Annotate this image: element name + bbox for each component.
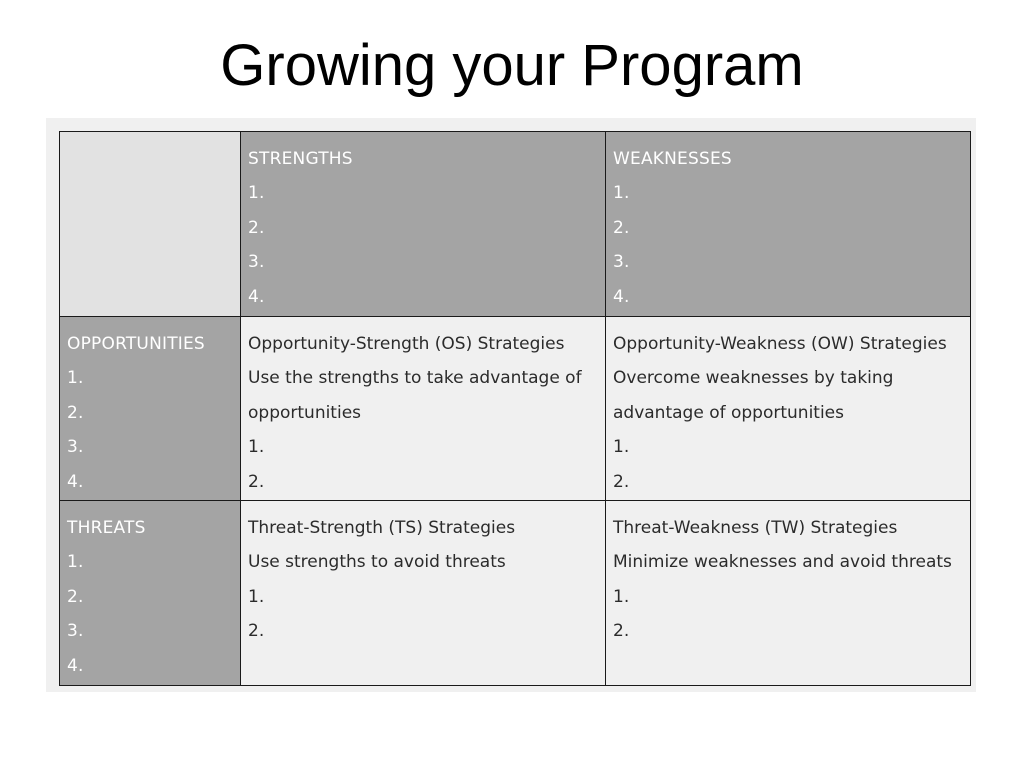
ts-item: 2. (248, 621, 265, 642)
ow-description: advantage of opportunities (613, 402, 845, 423)
weaknesses-item: 1. (613, 183, 630, 204)
tw-strategies-cell (606, 501, 971, 686)
tw-item: 2. (613, 621, 630, 642)
weaknesses-item: 4. (613, 286, 630, 307)
os-heading: Opportunity-Strength (OS) Strategies (248, 334, 565, 354)
table-row (60, 501, 971, 686)
table-row (60, 317, 971, 501)
os-description: Use the strengths to take advantage of (248, 368, 582, 389)
opportunities-item: 1. (67, 368, 84, 389)
opportunities-item: 2. (67, 402, 84, 423)
threats-item: 1. (67, 552, 84, 573)
ow-strategies-cell (606, 317, 971, 501)
tw-description: Minimize weaknesses and avoid threats (613, 552, 952, 573)
os-strategies-cell (241, 317, 606, 501)
swot-matrix (59, 131, 971, 686)
threats-item: 4. (67, 655, 84, 676)
opportunities-item: 4. (67, 471, 84, 492)
strengths-cell (241, 132, 606, 317)
weaknesses-heading: WEAKNESSES (613, 149, 732, 169)
strengths-heading: STRENGTHS (248, 149, 353, 169)
slide-title: Growing your Program (220, 33, 804, 98)
ts-item: 1. (248, 586, 265, 607)
threats-item: 3. (67, 621, 84, 642)
os-item: 2. (248, 471, 265, 492)
threats-cell (60, 501, 241, 686)
os-item: 1. (248, 437, 265, 458)
threats-heading: THREATS (67, 518, 146, 538)
threats-item: 2. (67, 586, 84, 607)
tw-item: 1. (613, 586, 630, 607)
ow-item: 2. (613, 471, 630, 492)
ow-item: 1. (613, 437, 630, 458)
opportunities-heading: OPPORTUNITIES (67, 334, 205, 354)
ow-heading: Opportunity-Weakness (OW) Strategies (613, 334, 947, 354)
strengths-item: 3. (248, 252, 265, 273)
ow-description: Overcome weaknesses by taking (613, 368, 894, 389)
opportunities-item: 3. (67, 437, 84, 458)
ts-description: Use strengths to avoid threats (248, 552, 506, 573)
os-description: opportunities (248, 402, 362, 423)
weaknesses-item: 2. (613, 217, 630, 238)
ts-heading: Threat-Strength (TS) Strategies (248, 518, 516, 538)
strengths-item: 2. (248, 217, 265, 238)
strengths-item: 1. (248, 183, 265, 204)
weaknesses-item: 3. (613, 252, 630, 273)
strengths-item: 4. (248, 286, 265, 307)
tw-heading: Threat-Weakness (TW) Strategies (613, 518, 898, 538)
opportunities-cell (60, 317, 241, 501)
ts-strategies-cell (241, 501, 606, 686)
table-row (60, 132, 971, 317)
corner-cell (60, 132, 241, 317)
weaknesses-cell (606, 132, 971, 317)
